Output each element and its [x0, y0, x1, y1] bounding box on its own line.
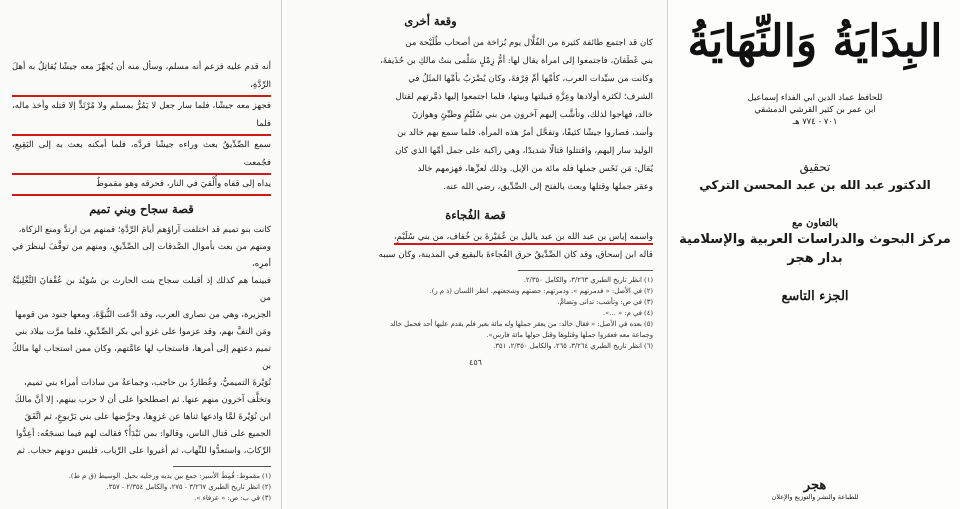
body-line: الجزيرة، وهي من نصارى العرب، وقد ادَّعت النُّبوَّةَ، ومعها جنود من قومها	[15, 310, 271, 320]
footnote: (٢) في الأصل: « فدمرتهم ». ودمرتهم: حضتهم وشجعتهم. انظر اللسان (ذ م ر).	[429, 287, 653, 295]
intro-line: أنه قدم عليه فزعم أنه مسلم، وسأل منه أن يُجهِّزَ معه جيشًا يُقاتِلُ به أهلَ الرِّدَّةِ،	[12, 58, 271, 97]
footnote-divider	[518, 270, 653, 271]
footnote: (٤) في م: « ...».	[603, 309, 653, 317]
body-line: يُقال: مَن نَخَس جملها فله مائة من الإبل. وذلك لعزِّها، فهزمهم خالد	[417, 164, 653, 174]
author-line: للحافظ عماد الدين ابي الفداء إسماعيل	[747, 92, 883, 102]
highlighted-line: واسمه إياس بن عبد الله بن عبد ياليل بن عُمَيْرةَ بن خُفاف، من بني سُلَيْمٍ،	[394, 232, 653, 245]
footnote: (٣) في ب: ص: « عرفاء ».	[194, 494, 271, 502]
body-line: الشرف؛ لكثرة أولادها وعِزَّةِ قبيلتها وبيتها، فلما اجتمعوا إليها ذمَّرتهم لقتال	[395, 92, 653, 102]
intro-line: سمع الصِّدِّيقُ بعث وراءه جيشًا فردَّه، فلما أمكنه بعث به إلى البَقِيعِ، فجُمعت	[12, 136, 271, 175]
body-line: قاله ابن إسحاق، وقد كان الصِّدِّيقُ حرق الفُجاءةَ بالبقيع في المدينة، وكان سببه	[378, 250, 653, 260]
body-line: ابن نُوَيْرةَ لمَّا وادعها ثناها عن غزوِها، وحرَّضها على بني يَرْبوعٍ، ثم اتَّفَقَ	[24, 412, 271, 422]
body-line: نُوَيْرةَ التميميُّ، وعُطاردُ بن حاجب، وجماعةٌ من سادات أمراء بني تميم،	[24, 378, 271, 388]
publisher-subtitle: للطباعة والنشر والتوزيع والإعلان	[771, 493, 859, 501]
body-line	[298, 228, 653, 246]
author-line: ابن عمر بن كثير القرشي الدمشقي	[754, 104, 876, 114]
footnote: (٥) بعده في الأصل: « فقال خالد: من يعقر جملها وله مائة بعير فلم يقدم عليها أحد فحمل خالد	[389, 320, 653, 328]
body-line: الوليد سار إليهم، واقتتلوا قتالًا شديدًا، وهي راكبة على جمل أمِّها الذي كان	[395, 146, 653, 156]
footnote: (٢) انظر تاريخ الطبري ٣/٢٦٧ - ٢٧٥، والكامل ٢/٣٥٤ - ٣٥٧.	[106, 483, 271, 491]
middle-page	[284, 0, 668, 509]
footnote: (١) مقموط: قُمِطَ الأسير: جمع بين يديه ورجليه بحبل. الوسيط (ق م ط).	[68, 472, 271, 480]
section-heading: قصة الفُجاءة	[445, 208, 506, 222]
body-line: وأسد، فصاروا جيشًا كثيفًا، وتفحَّل أمرُ هذه المرأة، فلما سمع بهم خالد بن	[397, 128, 653, 138]
body-line: وتخلَّف آخرون منهم عنها. ثم اصطلحوا على أن لا حرب بينهم، إلا أنَّ مالكَ	[14, 395, 271, 405]
publisher-name: هجر	[803, 478, 827, 493]
author-dates: ٧٠١ - ٧٧٤ هـ	[792, 116, 838, 126]
section-heading: قصة سجاح وبني تميم	[89, 202, 194, 216]
body-line: فبينما هم كذلك إذ أقبلت سجاح بنت الحارث بن سُوَيْد بن عُقْفانَ التَّغْلِبيَّةُ من	[12, 276, 271, 303]
body-line: خالد، فهاجوا لذلك، وتأشَّب إليهم آخرون من بني سُلَيْمٍ وطيِّئٍ وهوازنَ	[411, 110, 653, 120]
body-line: كان قد اجتمع طائفة كثيرة من الفُلَّال يوم بُزاخة من أصحاب طُلَيْحة من	[405, 38, 653, 48]
publisher	[670, 478, 960, 501]
footnote: (١) انظر تاريخ الطبري ٣/٢٦٣، والكامل ٢/٣٥٠.	[523, 276, 653, 284]
cover-page	[670, 0, 960, 509]
body-line: تميم دعتهم إلى أمرها، فاستجاب لها عامَّتهم، وكان ممن استجاب لها مالكُ بن	[12, 344, 271, 371]
left-page	[0, 0, 282, 509]
body-line: ومنهم من بعث بأموال الصَّدقات إلى الصِّدِّيقِ، ومنهم من توقَّفَ لينظرَ في أمرِه،	[12, 242, 271, 269]
cooperation-label: بالتعاون مع	[791, 218, 839, 229]
body-line: ومَن التفَّ بهم، وقد عزموا على غزو أبي بكر الصِّدِّيقِ، فلما مرَّت ببلاد بني	[15, 327, 271, 337]
institution-name: مركز البحوث والدراسات العربية والإسلامية	[679, 232, 951, 247]
footnote: (٣) في ص: وتأشب: تدانى وتضامَّ.	[557, 298, 653, 306]
book-title: البِدَايَةُ وَالنِّهَايَةُ	[687, 16, 943, 67]
editor-label: تحقيق	[799, 160, 831, 174]
volume-label: الجزء التاسع	[781, 289, 849, 304]
institution-location: بدار هجر	[787, 251, 843, 266]
editor-name: الدكتور عبد الله بن عبد المحسن التركي	[699, 178, 931, 192]
intro-line: فجهز معه جيشًا، فلما سار جعل لا يَمُرُّ بمسلم ولا مُرْتَدٍّ إلا قتله وأخذ ماله، فلما	[12, 97, 271, 136]
body-line: الجميع على قتال الناس، وقالوا: بمن نَبْدَأُ؟ فقالت لهم فيما تسجَعُه: أعِدُّوا	[15, 429, 271, 439]
body-line: وعقر جملها وقتلها وبعث بالفتح إلى الصِّدِّيق، رضي الله عنه.	[443, 182, 653, 192]
footnote: وجماعة معه فعقروا جملها وقتلوها وقتل حولها مائة فارس».	[486, 331, 653, 339]
footnote-divider	[173, 466, 271, 467]
body-line: بني غَطَفانَ، فاجتمعوا إلى امرأة يقال لها: أمُّ زِمْلٍ سَلْمى بنتُ مالكِ بن حُذَيفةَ،	[380, 56, 653, 66]
body-line: وكانت من سيِّدات العرب، كأمِّها أمِّ قِرْفةَ، وكان يُضْرَبُ بأمِّها المثَلُ في	[408, 74, 653, 84]
footnote: (٦) انظر تاريخ الطبري ٣/٢٦٤، ٢٦٥، والكامل ٢/٣٥٠، ٣٥١.	[493, 342, 653, 350]
body-line: الرِّكابَ، واستعدُّوا للنِّهاب، ثم أغيروا على الرِّباب، فليس دونهم حجاب. ثم	[16, 446, 271, 456]
intro-line: يداه إلى قفاه وأُلْقيَ في النار، فحرقه وهو مقموطٌ	[12, 175, 271, 196]
section-heading: وقعة أخرى	[404, 14, 457, 28]
page-number: ٤٥٦	[469, 358, 482, 367]
body-line: كانت بنو تميم قد اختلفت آراؤهم أيامَ الرِّدَّةِ؛ فمنهم من ارتدَّ ومنع الزكاة،	[18, 225, 271, 235]
